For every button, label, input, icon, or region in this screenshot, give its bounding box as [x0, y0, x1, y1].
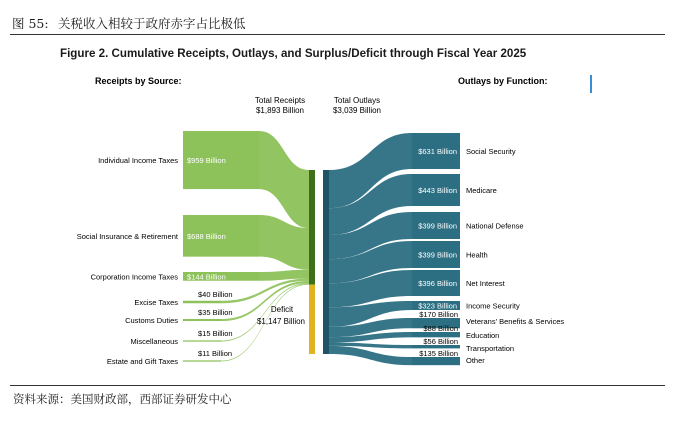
receipt-flow-excise-taxes	[221, 278, 309, 303]
total-receipts-label: Total Receipts	[254, 96, 306, 105]
outlay-label-medicare: Medicare	[466, 186, 497, 195]
outlay-node-other	[412, 357, 460, 365]
outlay-label-transportation: Transportation	[466, 344, 515, 353]
deficit-bar	[309, 285, 315, 354]
receipt-label-estate-and-gift-taxes: Estate and Gift Taxes	[106, 357, 178, 366]
receipt-value-excise-taxes: $40 Billion	[198, 290, 233, 299]
receipt-label-corporation-income-taxes: Corporation Income Taxes	[90, 272, 178, 282]
deficit-value: $1,147 Billion	[256, 317, 306, 326]
outlay-value-social-security: $631 Billion	[418, 147, 457, 156]
outlay-value-transportation: $56 Billion	[423, 337, 458, 346]
receipt-value-miscellaneous: $15 Billion	[198, 329, 233, 338]
outlays-heading: Outlays by Function:	[458, 76, 548, 86]
outlay-value-health: $399 Billion	[418, 250, 457, 260]
figure-caption: 关税收入相较于政府赤字占比极低	[58, 16, 246, 31]
total-outlays-value: $3,039 Billion	[332, 106, 382, 115]
receipt-value-social-insurance-retirement: $688 Billion	[187, 231, 226, 241]
outlay-label-education: Education	[466, 331, 500, 340]
outlay-value-medicare: $443 Billion	[418, 186, 457, 195]
receipt-label-excise-taxes: Excise Taxes	[134, 298, 178, 307]
outlay-value-veterans-benefits-services: $170 Billion	[419, 310, 458, 319]
outlay-label-other: Other	[466, 356, 485, 365]
outlay-label-health: Health	[466, 250, 488, 260]
receipt-value-individual-income-taxes: $959 Billion	[187, 156, 226, 166]
total-receipts-value: $1,893 Billion	[255, 106, 305, 115]
receipt-label-social-insurance-retirement: Social Insurance & Retirement	[76, 231, 178, 241]
receipt-value-customs-duties: $35 Billion	[198, 308, 233, 317]
receipt-flow-individual-income-taxes	[259, 131, 309, 228]
receipt-label-individual-income-taxes: Individual Income Taxes	[98, 156, 178, 166]
outlays-total-bar	[323, 170, 329, 354]
outlay-flow-other	[329, 346, 412, 365]
outlay-value-education: $88 Billion	[423, 324, 458, 333]
receipt-label-customs-duties: Customs Duties	[125, 316, 178, 325]
outlay-value-income-security: $323 Billion	[418, 301, 457, 311]
outlay-value-other: $135 Billion	[419, 349, 458, 358]
source-note: 资料来源：美国财政部，西部证券研发中心	[13, 392, 232, 406]
receipts-total-bar	[309, 170, 315, 285]
outlay-label-national-defense: National Defense	[466, 221, 524, 231]
outlay-label-net-interest: Net Interest	[466, 279, 505, 288]
deficit-label: Deficit	[270, 305, 294, 314]
outlay-value-national-defense: $399 Billion	[418, 221, 457, 231]
figure-number: 图 55:	[12, 16, 49, 31]
receipt-value-corporation-income-taxes: $144 Billion	[187, 272, 226, 282]
source-divider	[10, 385, 665, 386]
total-outlays-label: Total Outlays	[333, 96, 381, 105]
chart-title: Figure 2. Cumulative Receipts, Outlays, and Surplus/Deficit through Fiscal Year 2025	[60, 47, 527, 60]
receipt-label-miscellaneous: Miscellaneous	[130, 337, 178, 346]
receipt-value-estate-and-gift-taxes: $11 Billion	[198, 349, 233, 358]
outlay-label-social-security: Social Security	[466, 147, 516, 156]
receipts-heading: Receipts by Source:	[95, 76, 182, 86]
outlay-label-veterans-benefits-services: Veterans' Benefits & Services	[466, 317, 565, 326]
outlay-label-income-security: Income Security	[466, 301, 520, 311]
outlay-value-net-interest: $396 Billion	[418, 279, 457, 288]
